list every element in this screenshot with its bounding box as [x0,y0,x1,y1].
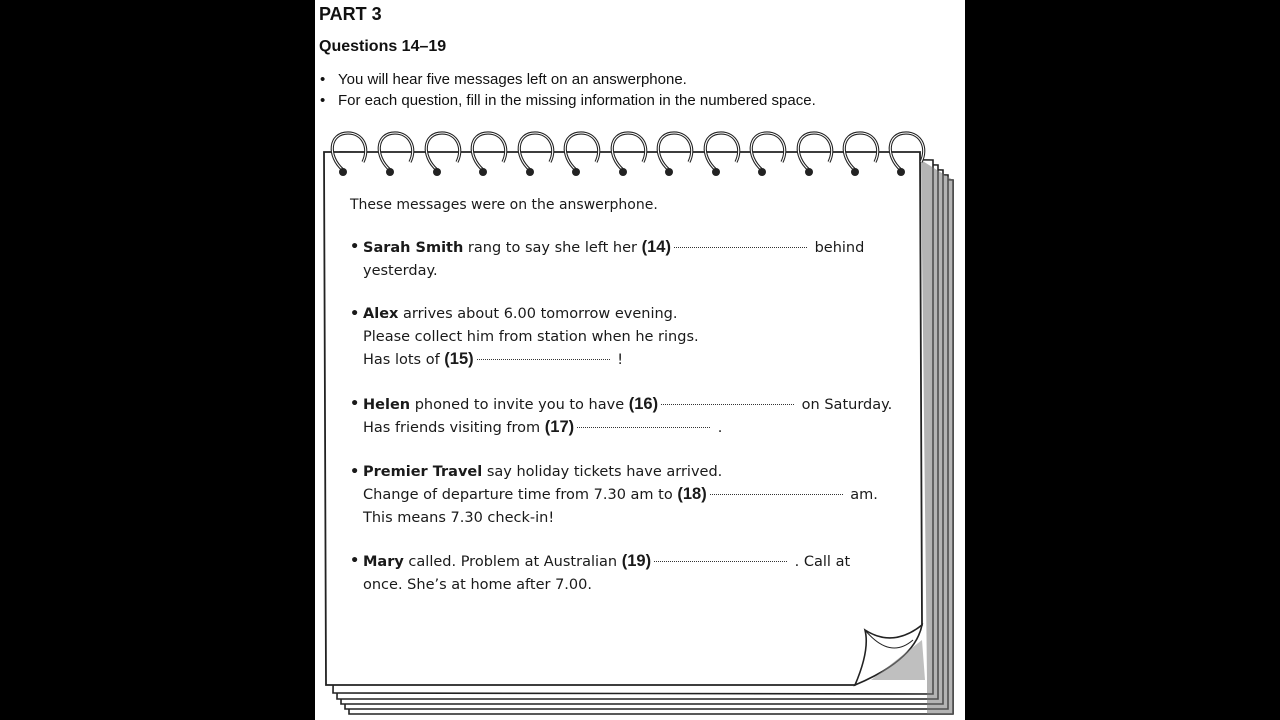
message-helen [350,393,910,440]
message-text: Please collect him from station when he rings. [363,328,699,345]
message-text: Has lots of [363,352,445,368]
worksheet-page [315,0,965,720]
message-text: . Call at [790,554,851,570]
answer-gap-19[interactable] [654,560,787,562]
message-text: This means 7.30 check-in! [363,509,555,526]
notepad-content [350,197,910,617]
question-number: (18) [677,485,707,503]
message-text: Has friends visiting from [363,420,545,436]
message-text: yesterday. [363,262,438,279]
message-text: am. [845,487,878,503]
answer-gap-14[interactable] [674,246,807,248]
message-sarah [350,236,910,282]
message-text: phoned to invite you to have [410,396,629,413]
bullet-icon: • [350,306,360,322]
message-text: . [713,420,723,436]
message-mary [350,550,910,596]
message-text: on Saturday. [797,396,893,413]
caller-name: Sarah Smith [363,240,464,256]
bullet-icon: • [350,463,360,480]
instructions-list [319,69,816,111]
message-premier-travel [350,461,910,530]
message-text: once. She’s at home after 7.00. [363,576,592,593]
instruction-item: • For each question, fill in the missing information in the numbered space. [319,90,816,111]
instruction-item: • You will hear five messages left on an answerphone. [319,69,816,90]
caller-name: Alex [363,306,399,322]
message-text: called. Problem at Australian [403,554,622,570]
question-number: (15) [444,350,474,368]
caller-name: Premier Travel [363,463,483,480]
questions-title: Questions 14–19 [319,38,447,55]
question-number: (14) [641,238,671,256]
message-text: behind [809,240,865,256]
message-text: ! [612,352,624,368]
message-text: say holiday tickets have arrived. [482,463,723,480]
question-number: (16) [628,394,659,413]
message-alex [350,303,910,372]
question-number: (17) [544,418,575,436]
part-title: PART 3 [319,4,382,24]
bullet-icon: • [350,553,360,569]
question-number: (19) [621,552,652,570]
caller-name: Helen [363,396,411,413]
bullet-icon: • [350,239,360,255]
message-text: arrives about 6.00 tomorrow evening. [398,306,678,322]
answer-gap-17[interactable] [577,426,710,428]
bullet-icon: • [350,395,360,412]
message-text: Change of departure time from 7.30 am to [363,487,678,503]
answer-gap-16[interactable] [661,403,794,405]
caller-name: Mary [363,554,404,570]
answer-gap-15[interactable] [477,358,610,360]
notepad-intro: These messages were on the answerphone. [350,197,658,213]
answer-gap-18[interactable] [710,493,843,495]
message-text: rang to say she left her [463,240,642,256]
